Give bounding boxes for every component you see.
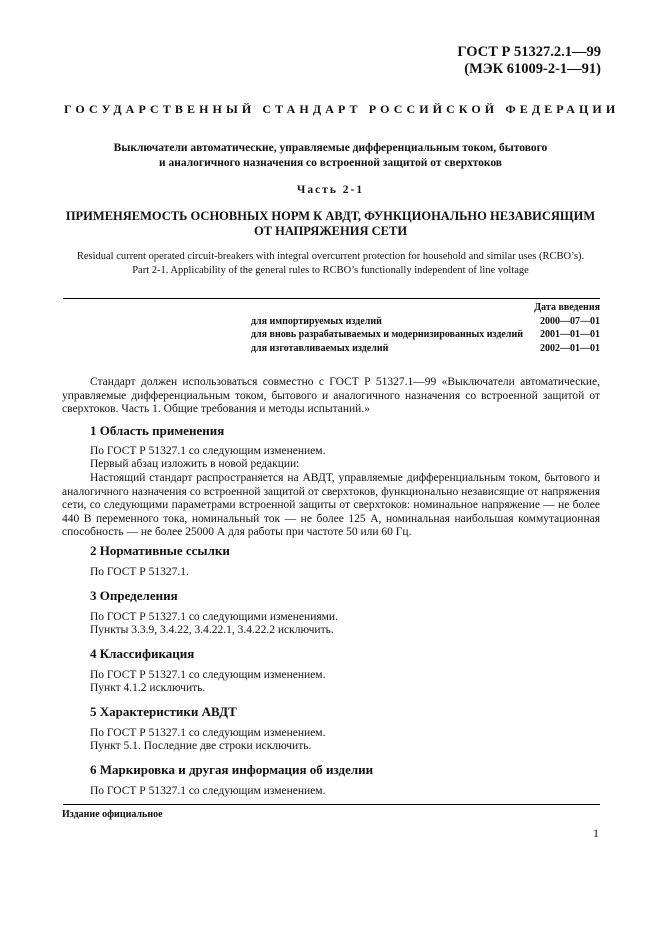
- section-1-line1: По ГОСТ Р 51327.1 со следующим изменением.: [90, 445, 326, 457]
- section-2-heading: 2 Нормативные ссылки: [90, 543, 230, 558]
- section-6-line1: По ГОСТ Р 51327.1 со следующим изменением.: [90, 785, 326, 797]
- intro-paragraph: [62, 376, 600, 417]
- section-3-line2: Пункты 3.3.9, 3.4.22, 3.4.22.1, 3.4.22.2 исключить.: [90, 624, 334, 636]
- dates-table: [251, 301, 600, 355]
- dates-row-label: для вновь разрабатываемых и модернизированных изделий: [250, 329, 523, 340]
- dates-row: [251, 342, 600, 356]
- section-4-heading: 4 Классификация: [90, 646, 195, 661]
- section-1-heading: 1 Область применения: [90, 423, 225, 438]
- official-edition-label: Издание официальное: [62, 809, 163, 820]
- dates-row-date: 2000—07—01: [540, 315, 600, 327]
- english-title-line2: Part 2-1. Applicability of the general rules to RCBO’s functionally independent of line voltage: [132, 264, 529, 276]
- section-6-heading: 6 Маркировка и другая информация об изделии: [90, 762, 374, 777]
- dates-row-date: 2001—01—01: [540, 329, 600, 340]
- dates-row-label: для импортируемых изделий: [250, 315, 382, 327]
- document-title-line1: Выключатели автоматические, управляемые дифференциальным током, бытового: [113, 142, 548, 154]
- english-title-line1: Residual current operated circuit-breakers with integral overcurrent protection for household and similar uses (RCBO’s).: [76, 251, 585, 262]
- introduction-dates: [251, 301, 600, 355]
- page-number: 1: [593, 826, 599, 840]
- state-standard-banner: ГОСУДАРСТВЕННЫЙ СТАНДАРТ РОССИЙСКОЙ ФЕДЕРАЦИИ: [64, 102, 620, 116]
- section-1-paragraph: [62, 472, 600, 540]
- english-title: [60, 250, 601, 277]
- document-title: [60, 141, 601, 171]
- dates-row-date: 2002—01—01: [540, 342, 600, 354]
- section-2-line1: По ГОСТ Р 51327.1.: [90, 566, 189, 578]
- footer-divider: [63, 804, 600, 805]
- part-label: Часть 2-1: [296, 184, 365, 196]
- section-1-text: Настоящий стандарт распространяется на АВДТ, управляемые дифференциальным током, бытового и аналогичного назначения со встроенной защитой от сверхтоков, функционально независящие от напряжения сети, со следующими параметрами встроенной защиты от сверхтоков: номинальное напряжение — не более 440 В переменного тока, номинальный ток — не более 125 А, номинальная наибольшая коммутационная способность — не более 25000 А для работы при частоте 50 или 60 Гц.: [62, 472, 600, 539]
- title-divider: [63, 298, 600, 299]
- section-1-line2: Первый абзац изложить в новой редакции:: [90, 458, 300, 470]
- standard-code-gost: ГОСТ Р 51327.2.1—99: [457, 44, 601, 60]
- standard-code-iec: (МЭК 61009-2-1—91): [464, 61, 601, 77]
- section-4-line2: Пункт 4.1.2 исключить.: [90, 682, 206, 694]
- document-title-line2: и аналогичного назначения со встроенной защитой от сверхтоков: [158, 157, 503, 169]
- section-4-line1: По ГОСТ Р 51327.1 со следующим изменением.: [90, 669, 326, 681]
- dates-heading-row: [251, 301, 600, 315]
- section-5-heading: 5 Характеристики АВДТ: [90, 704, 237, 719]
- dates-row: [251, 315, 600, 329]
- standard-code: [457, 44, 601, 78]
- dates-heading: Дата введения: [534, 302, 600, 313]
- section-5-line1: По ГОСТ Р 51327.1 со следующим изменением.: [90, 727, 326, 739]
- main-title: [60, 209, 601, 239]
- section-3-heading: 3 Определения: [90, 588, 178, 603]
- intro-text: Стандарт должен использоваться совместно с ГОСТ Р 51327.1—99 «Выключатели автоматические, управляемые дифференциальным током, бытового и аналогичного назначения со встроенной защитой от сверхтоков. Часть 1. Общие требования и методы испытаний.»: [62, 376, 600, 416]
- section-3-line1: По ГОСТ Р 51327.1 со следующими изменениями.: [90, 611, 338, 623]
- main-title-line2: ОТ НАПРЯЖЕНИЯ СЕТИ: [253, 224, 408, 238]
- section-5-line2: Пункт 5.1. Последние две строки исключить.: [90, 740, 312, 752]
- dates-row-label: для изготавливаемых изделий: [250, 342, 389, 354]
- dates-row: [251, 328, 600, 342]
- main-title-line1: ПРИМЕНЯЕМОСТЬ ОСНОВНЫХ НОРМ К АВДТ, ФУНКЦИОНАЛЬНО НЕЗАВИСЯЩИМ: [65, 209, 596, 223]
